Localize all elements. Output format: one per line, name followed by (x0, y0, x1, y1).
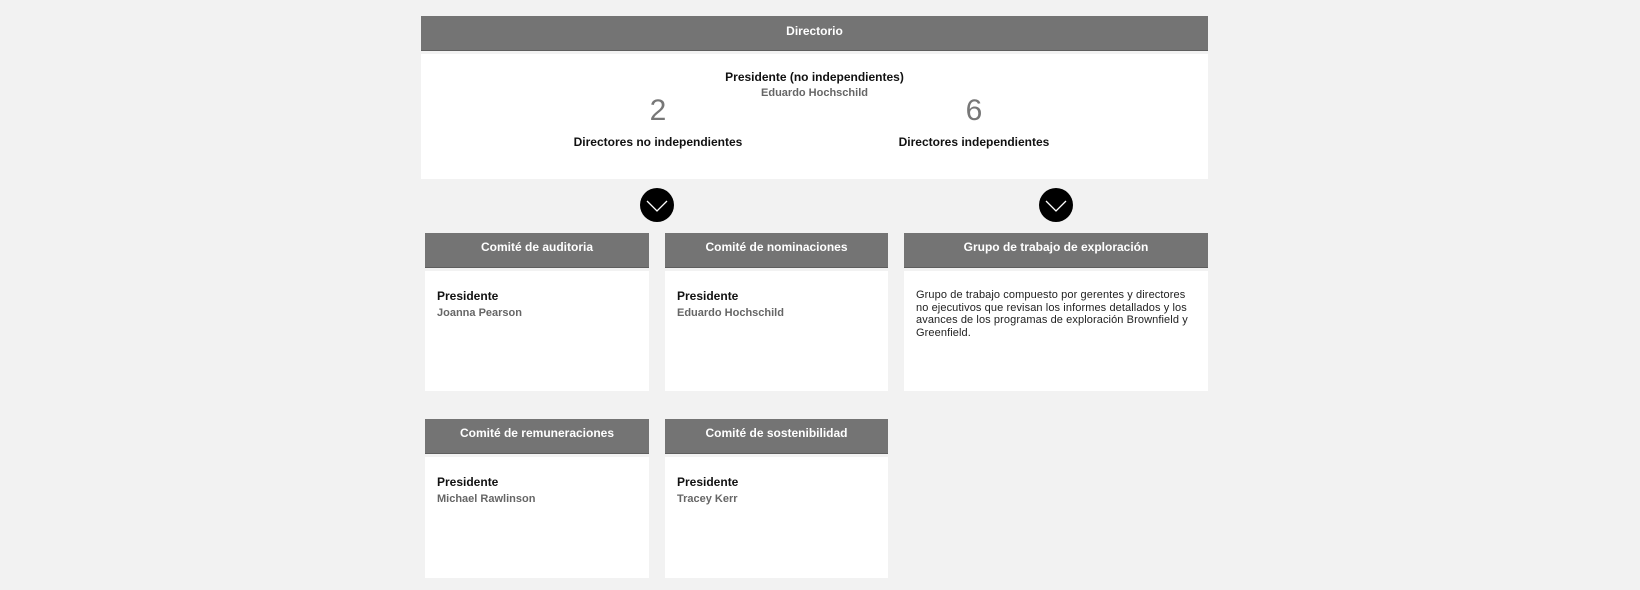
committee-card-remuneration (425, 419, 649, 578)
board-title: Directorio (786, 24, 843, 38)
committee-chair-role: Presidente (677, 475, 739, 489)
committee-body (425, 457, 649, 578)
committee-title: Comité de remuneraciones (425, 419, 649, 454)
committee-body (665, 457, 888, 578)
expand-committees-button[interactable] (640, 188, 674, 222)
committee-chair-name: Joanna Pearson (437, 307, 522, 319)
committee-title: Comité de sostenibilidad (665, 419, 888, 454)
working-group-card-exploration (904, 233, 1208, 391)
committee-title: Comité de nominaciones (665, 233, 888, 268)
committee-body (425, 271, 649, 391)
stat-non-independent (528, 96, 788, 149)
committee-title: Comité de auditoria (425, 233, 649, 268)
committee-chair-role: Presidente (677, 289, 739, 303)
committee-body (904, 271, 1208, 391)
committee-card-nominations (665, 233, 888, 391)
board-header (421, 16, 1208, 51)
committee-chair-name: Tracey Kerr (677, 493, 738, 505)
committee-chair-name: Michael Rawlinson (437, 493, 536, 505)
stat-independent (844, 96, 1104, 149)
committee-card-audit (425, 233, 649, 391)
stat-non-independent-label: Directores no independientes (573, 135, 743, 149)
stat-independent-count: 6 (965, 94, 983, 127)
working-group-description: Grupo de trabajo compuesto por gerentes y directores no ejecutivos que revisan los informes detallados y los avances de los programas de exploración Brownfield y Greenfield. (916, 289, 1188, 339)
committee-body (665, 271, 888, 391)
board-chair-role: Presidente (no independientes) (725, 70, 904, 84)
committee-chair-role: Presidente (437, 475, 499, 489)
chevron-down-icon (1039, 188, 1073, 222)
board-body (421, 54, 1208, 179)
committee-card-sustainability (665, 419, 888, 578)
chevron-down-icon (640, 188, 674, 222)
committee-title: Grupo de trabajo de exploración (904, 233, 1208, 268)
stat-non-independent-count: 2 (649, 94, 667, 127)
board-chair-name: Eduardo Hochschild (761, 87, 868, 99)
stat-independent-label: Directores independientes (898, 135, 1050, 149)
committee-chair-role: Presidente (437, 289, 499, 303)
committee-chair-name: Eduardo Hochschild (677, 307, 784, 319)
expand-working-group-button[interactable] (1039, 188, 1073, 222)
